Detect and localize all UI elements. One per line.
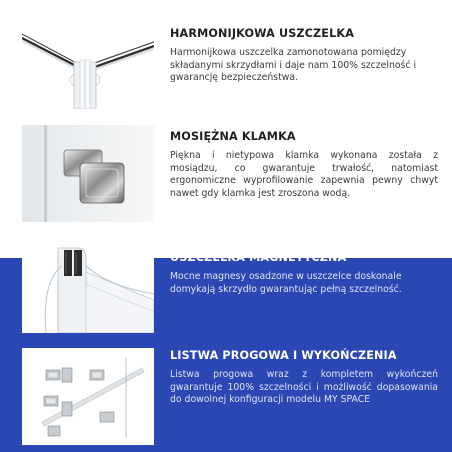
section-description: Listwa progowa wraz z kompletem wykończeń gwarantuje 100% szczelności i możliwość dopasowania do dowolnej konfiguracji modelu MY SPACE xyxy=(170,369,438,405)
section-title: MOSIĘŻNA KLAMKA xyxy=(170,130,296,143)
section-description: Harmonijkowa uszczelka zamonotowana pomiędzy składanymi skrzydłami i daje nam 100% szczelność i gwarancję bezpieczeństwa. xyxy=(170,47,417,83)
section-brass-handle xyxy=(170,130,438,200)
hinged-seal-image xyxy=(22,12,154,109)
section-title: LISTWA PROGOWA I WYKOŃCZENIA xyxy=(170,349,397,362)
section-description: Mocne magnesy osadzone w uszczelce doskonale domykają skrzydło gwarantując pełną szczelność. xyxy=(170,271,402,295)
magnetic-seal-image xyxy=(22,236,154,333)
brass-handle-image xyxy=(22,125,154,222)
section-magnetic-seal xyxy=(170,251,438,296)
threshold-strip-image xyxy=(22,348,154,445)
section-description: Piękna i nietypowa klamka wykonana została z mosiądzu, co gwarantuje trwałość, natomiast ergonomiczne wyprofilowanie zapewnia pewny chwyt nawet gdy klamka jest zroszona wodą. xyxy=(170,150,438,199)
section-title: USZCZELKA MAGNETYCZNA xyxy=(170,251,347,264)
section-hinged-seal xyxy=(170,27,438,85)
section-title: HARMONIJKOWA USZCZELKA xyxy=(170,27,355,40)
section-threshold-strip xyxy=(170,349,438,407)
